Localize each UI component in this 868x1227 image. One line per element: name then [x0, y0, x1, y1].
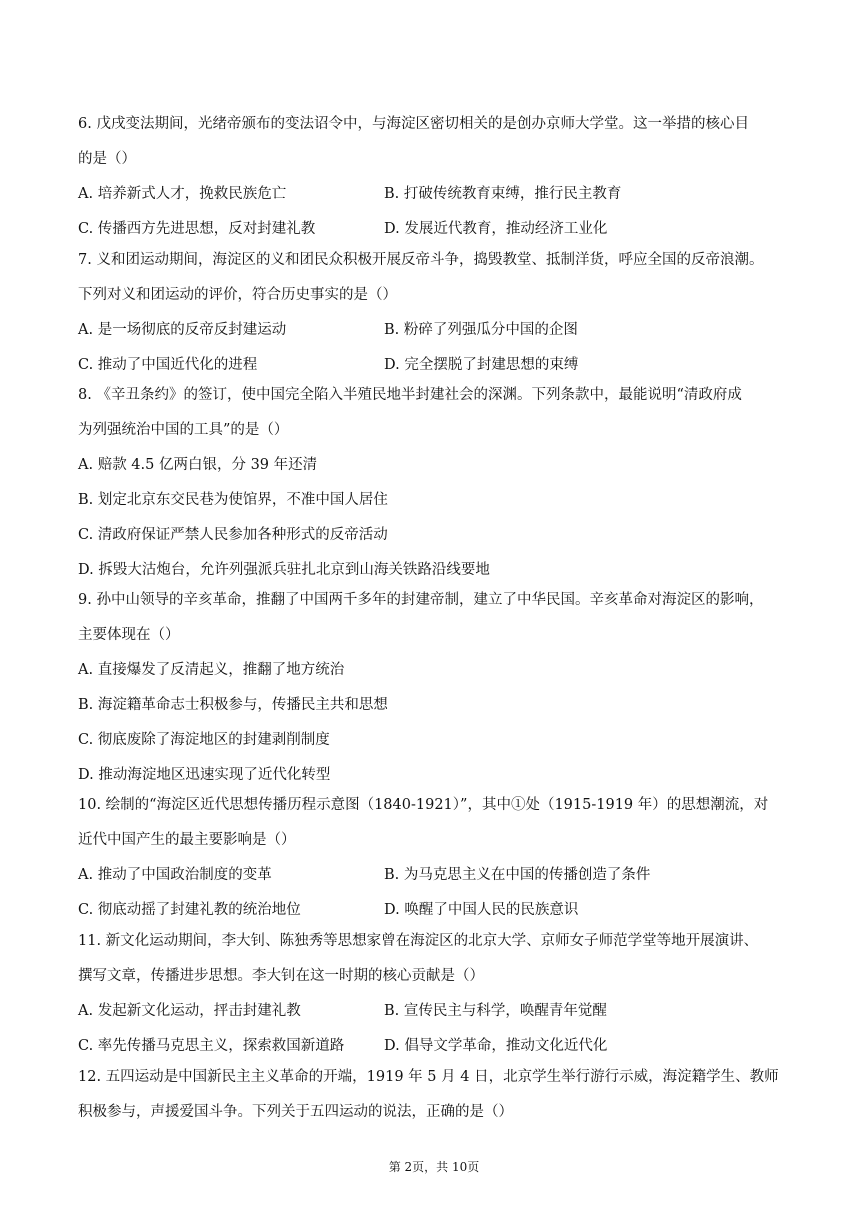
question-stem-line: 11. 新文化运动期间，李大钊、陈独秀等思想家曾在海淀区的北京大学、京师女子师范学堂等地开展演讲、 — [78, 933, 759, 949]
question-stem-line: 9. 孙中山领导的辛亥革命，推翻了中国两千多年的封建帝制，建立了中华民国。辛亥革命对海淀区的影响， — [78, 592, 764, 608]
option-d: D. 拆毁大沽炮台，允许列强派兵驻扎北京到山海关铁路沿线要地 — [78, 562, 490, 578]
question-12 — [78, 1060, 793, 1130]
option-d: D. 推动海淀地区迅速实现了近代化转型 — [78, 767, 331, 783]
question-11 — [78, 924, 793, 1064]
option-b: B. 海淀籍革命志士积极参与，传播民主共和思想 — [78, 697, 388, 713]
option-row — [78, 858, 793, 893]
option-d: D. 完全摆脱了封建思想的束缚 — [384, 357, 579, 373]
question-stem-line: 的是（） — [78, 151, 136, 167]
question-8 — [78, 378, 793, 588]
option-row — [78, 893, 793, 928]
option-d: D. 唤醒了中国人民的民族意识 — [384, 902, 579, 918]
question-stem-line: 为列强统治中国的工具”的是（） — [78, 422, 289, 438]
option-a: A. 直接爆发了反清起义，推翻了地方统治 — [78, 662, 345, 678]
option-row — [78, 1029, 793, 1064]
question-stem-line: 6. 戊戌变法期间，光绪帝颁布的变法诏令中，与海淀区密切相关的是创办京师大学堂。这一举措的核心目 — [78, 116, 749, 132]
question-10 — [78, 788, 793, 928]
question-stem-line: 积极参与，声援爱国斗争。下列关于五四运动的说法，正确的是（） — [78, 1104, 513, 1120]
option-a: A. 发起新文化运动，抨击封建礼教 — [78, 1003, 301, 1019]
option-b: B. 打破传统教育束缚，推行民主教育 — [384, 186, 622, 202]
question-7 — [78, 243, 793, 383]
option-b: B. 划定北京东交民巷为使馆界，不准中国人居住 — [78, 492, 388, 508]
page-footer: 第 2页，共 10页 — [388, 1160, 480, 1174]
option-b: B. 粉碎了列强瓜分中国的企图 — [384, 322, 578, 338]
option-c: C. 彻底废除了海淀地区的封建剥削制度 — [78, 732, 330, 748]
question-stem-line: 7. 义和团运动期间，海淀区的义和团民众积极开展反帝斗争，捣毁教堂、抵制洋货，呼应全国的反帝浪潮。 — [78, 252, 764, 268]
option-c: C. 清政府保证严禁人民参加各种形式的反帝活动 — [78, 527, 388, 543]
question-stem-line: 撰写文章，传播进步思想。李大钊在这一时期的核心贡献是（） — [78, 968, 484, 984]
option-a: A. 赔款 4.5 亿两白银，分 39 年还清 — [78, 457, 318, 473]
option-c: C. 传播西方先进思想，反对封建礼教 — [78, 221, 316, 237]
question-stem-line: 下列对义和团运动的评价，符合历史事实的是（） — [78, 287, 397, 303]
option-row — [78, 994, 793, 1029]
question-stem-line: 12. 五四运动是中国新民主主义革命的开端，1919 年 5 月 4 日，北京学生举行游行示威，海淀籍学生、教师 — [78, 1069, 779, 1085]
option-a: A. 培养新式人才，挽救民族危亡 — [78, 186, 287, 202]
option-b: B. 为马克思主义在中国的传播创造了条件 — [384, 867, 651, 883]
option-row — [78, 212, 793, 247]
option-d: D. 发展近代教育，推动经济工业化 — [384, 221, 608, 237]
option-b: B. 宣传民主与科学，唤醒青年觉醒 — [384, 1003, 607, 1019]
option-row — [78, 177, 793, 212]
option-a: A. 是一场彻底的反帝反封建运动 — [78, 322, 287, 338]
question-stem-line: 近代中国产生的最主要影响是（） — [78, 832, 296, 848]
question-6 — [78, 107, 793, 247]
question-stem-line: 主要体现在（） — [78, 627, 180, 643]
option-c: C. 彻底动摇了封建礼教的统治地位 — [78, 902, 301, 918]
option-c: C. 推动了中国近代化的进程 — [78, 357, 258, 373]
option-row — [78, 313, 793, 348]
option-a: A. 推动了中国政治制度的变革 — [78, 867, 272, 883]
question-9 — [78, 583, 793, 793]
question-stem-line: 8. 《辛丑条约》的签订，使中国完全陷入半殖民地半封建社会的深渊。下列条款中，最能说明“清政府成 — [78, 387, 742, 403]
question-stem-line: 10. 绘制的“海淀区近代思想传播历程示意图（1840-1921）”，其中①处（1915-1919 年）的思想潮流，对 — [78, 797, 769, 813]
option-c: C. 率先传播马克思主义，探索救国新道路 — [78, 1038, 345, 1054]
option-d: D. 倡导文学革命，推动文化近代化 — [384, 1038, 608, 1054]
